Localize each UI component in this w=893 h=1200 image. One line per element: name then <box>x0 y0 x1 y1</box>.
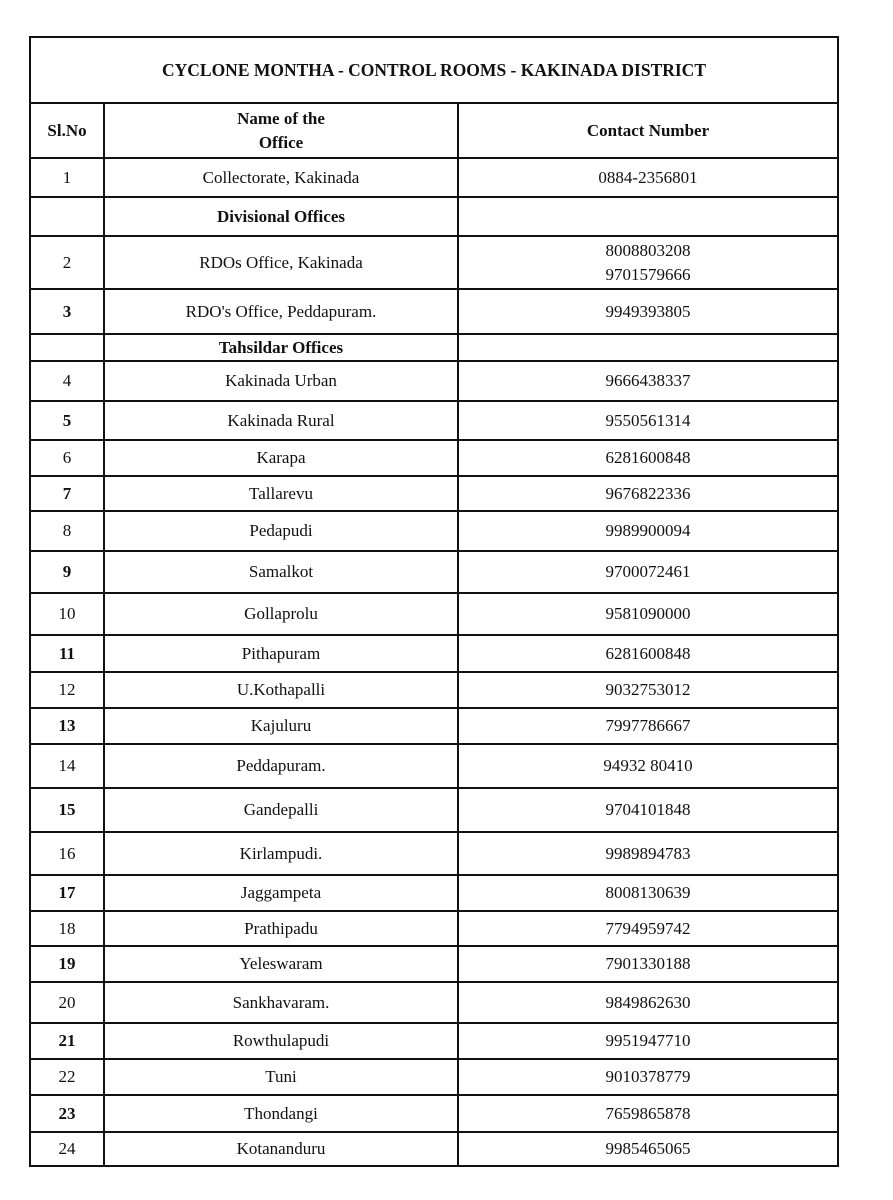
contact-number: 7901330188 <box>605 954 691 973</box>
contact-number: 8008803208 <box>605 240 691 260</box>
header-office-name-line2: Office <box>258 132 304 152</box>
contact-number: 94932 80410 <box>603 756 693 775</box>
control-rooms-table <box>29 36 839 1167</box>
contact-number: 9985465065 <box>605 1139 691 1158</box>
contact-number: 9010378779 <box>605 1067 691 1086</box>
office-name-cell: Thondangi <box>104 1095 458 1132</box>
table-row <box>30 788 838 832</box>
contact-number-cell <box>458 361 838 401</box>
contact-number-cell <box>458 1095 838 1132</box>
contact-number-cell <box>458 1132 838 1166</box>
contact-number: 9949393805 <box>605 301 691 321</box>
sl-no-cell: 4 <box>30 361 104 401</box>
sl-no-cell: 14 <box>30 744 104 788</box>
header-contact-number: Contact Number <box>458 103 838 158</box>
contact-number: 9989900094 <box>605 521 691 540</box>
table-row <box>30 744 838 788</box>
office-name-cell: Tuni <box>104 1059 458 1095</box>
contact-number-cell <box>458 832 838 875</box>
section-contact-cell <box>458 334 838 361</box>
sl-no-cell: 16 <box>30 832 104 875</box>
contact-number: 0884-2356801 <box>598 167 698 187</box>
section-heading: Tahsildar Offices <box>104 334 458 361</box>
table-body <box>30 158 838 1166</box>
header-sl-no: Sl.No <box>30 103 104 158</box>
contact-number: 9581090000 <box>605 604 691 623</box>
contact-number: 9676822336 <box>605 483 691 503</box>
office-name-cell: Kirlampudi. <box>104 832 458 875</box>
table-row <box>30 401 838 440</box>
office-name-cell: Kakinada Urban <box>104 361 458 401</box>
table-row <box>30 236 838 289</box>
table-row <box>30 1023 838 1059</box>
table-row <box>30 946 838 982</box>
contact-number: 9989894783 <box>605 843 691 863</box>
sl-no-cell: 13 <box>30 708 104 744</box>
office-name-cell: Collectorate, Kakinada <box>104 158 458 197</box>
office-name-cell: Tallarevu <box>104 476 458 511</box>
table-row <box>30 1059 838 1095</box>
contact-number-cell <box>458 672 838 708</box>
contact-number-cell <box>458 511 838 551</box>
table-row <box>30 551 838 593</box>
contact-number: 9704101848 <box>605 800 691 819</box>
sl-no-cell: 17 <box>30 875 104 911</box>
sl-no-cell: 21 <box>30 1023 104 1059</box>
contact-number-cell <box>458 946 838 982</box>
table-row <box>30 911 838 946</box>
contact-number: 9700072461 <box>605 562 691 581</box>
contact-number-cell <box>458 744 838 788</box>
table-row <box>30 982 838 1023</box>
contact-number: 7997786667 <box>605 716 691 735</box>
office-name-cell: Rowthulapudi <box>104 1023 458 1059</box>
contact-number: 9951947710 <box>605 1031 691 1050</box>
contact-number-cell <box>458 401 838 440</box>
table-row <box>30 158 838 197</box>
office-name-cell: Kakinada Rural <box>104 401 458 440</box>
sl-no-cell: 24 <box>30 1132 104 1166</box>
contact-number: 7794959742 <box>605 918 691 938</box>
office-name-cell: RDO's Office, Peddapuram. <box>104 289 458 334</box>
office-name-cell: Kajuluru <box>104 708 458 744</box>
contact-number-secondary: 9701579666 <box>605 264 691 284</box>
table-row <box>30 361 838 401</box>
contact-number: 8008130639 <box>605 883 691 902</box>
contact-number-cell <box>458 911 838 946</box>
sl-no-cell: 9 <box>30 551 104 593</box>
table-row <box>30 289 838 334</box>
sl-no-cell: 2 <box>30 236 104 289</box>
sl-no-cell: 11 <box>30 635 104 672</box>
sl-no-cell: 10 <box>30 593 104 635</box>
contact-number: 9550561314 <box>605 410 691 430</box>
sl-no-cell: 7 <box>30 476 104 511</box>
office-name-cell: U.Kothapalli <box>104 672 458 708</box>
table-row <box>30 476 838 511</box>
contact-number-cell <box>458 788 838 832</box>
office-name-cell: Pithapuram <box>104 635 458 672</box>
sl-no-cell: 12 <box>30 672 104 708</box>
office-name-cell: Kotananduru <box>104 1132 458 1166</box>
contact-number-cell <box>458 158 838 197</box>
contact-number-cell <box>458 1059 838 1095</box>
section-sl-cell <box>30 197 104 236</box>
contact-number-cell <box>458 875 838 911</box>
office-name-cell: Pedapudi <box>104 511 458 551</box>
contact-number: 9849862630 <box>605 992 691 1012</box>
sl-no-cell: 15 <box>30 788 104 832</box>
table-row <box>30 875 838 911</box>
sl-no-cell: 5 <box>30 401 104 440</box>
sl-no-cell: 20 <box>30 982 104 1023</box>
contact-number-cell <box>458 236 838 289</box>
sl-no-cell: 6 <box>30 440 104 476</box>
office-name-cell: Prathipadu <box>104 911 458 946</box>
section-row <box>30 334 838 361</box>
table-row <box>30 635 838 672</box>
office-name-cell: RDOs Office, Kakinada <box>104 236 458 289</box>
contact-number-cell <box>458 708 838 744</box>
office-name-cell: Gandepalli <box>104 788 458 832</box>
office-name-cell: Sankhavaram. <box>104 982 458 1023</box>
table-row <box>30 832 838 875</box>
section-heading: Divisional Offices <box>104 197 458 236</box>
sl-no-cell: 23 <box>30 1095 104 1132</box>
contact-number-cell <box>458 982 838 1023</box>
sl-no-cell: 22 <box>30 1059 104 1095</box>
sl-no-cell: 3 <box>30 289 104 334</box>
contact-number-cell <box>458 635 838 672</box>
header-office-name <box>104 103 458 158</box>
sl-no-cell: 8 <box>30 511 104 551</box>
sl-no-cell: 19 <box>30 946 104 982</box>
table-row <box>30 708 838 744</box>
contact-number: 9032753012 <box>605 680 691 699</box>
section-contact-cell <box>458 197 838 236</box>
contact-number: 6281600848 <box>605 643 691 663</box>
contact-number: 7659865878 <box>605 1103 691 1123</box>
sl-no-cell: 1 <box>30 158 104 197</box>
table-row <box>30 672 838 708</box>
contact-number-cell <box>458 289 838 334</box>
contact-number-cell <box>458 440 838 476</box>
section-sl-cell <box>30 334 104 361</box>
office-name-cell: Samalkot <box>104 551 458 593</box>
contact-number: 6281600848 <box>605 448 691 467</box>
contact-number-cell <box>458 593 838 635</box>
office-name-cell: Peddapuram. <box>104 744 458 788</box>
table-row <box>30 593 838 635</box>
table-row <box>30 511 838 551</box>
table-row <box>30 440 838 476</box>
office-name-cell: Gollaprolu <box>104 593 458 635</box>
office-name-cell: Yeleswaram <box>104 946 458 982</box>
office-name-cell: Jaggampeta <box>104 875 458 911</box>
table-row <box>30 1095 838 1132</box>
section-row <box>30 197 838 236</box>
contact-number-cell <box>458 1023 838 1059</box>
table-title: CYCLONE MONTHA - CONTROL ROOMS - KAKINADA DISTRICT <box>30 37 838 103</box>
office-name-cell: Karapa <box>104 440 458 476</box>
contact-number-cell <box>458 476 838 511</box>
table-row <box>30 1132 838 1166</box>
sl-no-cell: 18 <box>30 911 104 946</box>
contact-number-cell <box>458 551 838 593</box>
contact-number: 9666438337 <box>605 371 691 390</box>
header-office-name-line1: Name of the <box>237 108 325 128</box>
